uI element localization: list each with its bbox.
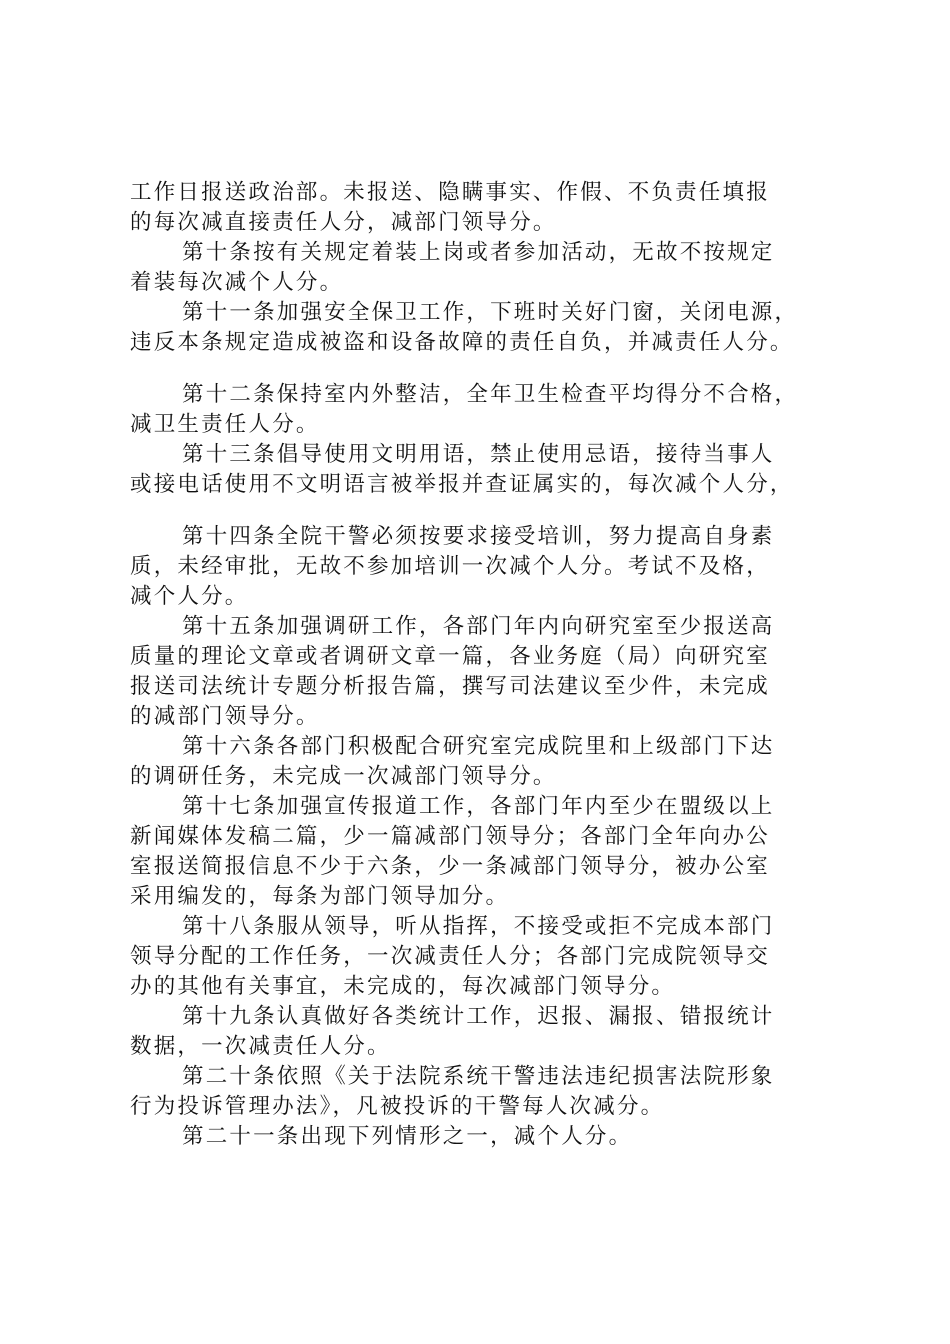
text-line: 的减部门领导分。 [130, 704, 320, 729]
article-14-line: 第十四条全院干警必须按要求接受培训，努力提高自身素 [182, 524, 775, 549]
article-16-line: 第十六条各部门积极配合研究室完成院里和上级部门下达 [182, 734, 775, 759]
text-line: 质，未经审批，无故不参加培训一次减个人分。考试不及格， [130, 554, 770, 579]
text-line: 的每次减直接责任人分，减部门领导分。 [130, 210, 557, 235]
article-10-line: 第十条按有关规定着装上岗或者参加活动，无故不按规定 [182, 240, 775, 265]
text-line: 办的其他有关事宜，未完成的，每次减部门领导分。 [130, 974, 676, 999]
text-line: 减卫生责任人分。 [130, 412, 320, 437]
article-17-line: 第十七条加强宣传报道工作，各部门年内至少在盟级以上 [182, 794, 775, 819]
paragraph-gap [130, 500, 850, 522]
text-line: 领导分配的工作任务，一次减责任人分；各部门完成院领导交 [130, 944, 770, 969]
text-line: 工作日报送政治部。未报送、隐瞒事实、作假、不负责任填报 [130, 180, 770, 205]
document-body [130, 178, 850, 1152]
text-line: 采用编发的，每条为部门领导加分。 [130, 884, 510, 909]
article-13-line: 第十三条倡导使用文明用语，禁止使用忌语，接待当事人 [182, 442, 775, 467]
article-19-line: 第十九条认真做好各类统计工作，迟报、漏报、错报统计 [182, 1004, 775, 1029]
article-11-line: 第十一条加强安全保卫工作，下班时关好门窗，关闭电源， [182, 300, 799, 325]
article-12-line: 第十二条保持室内外整洁，全年卫生检查平均得分不合格， [182, 382, 799, 407]
article-18-line: 第十八条服从领导，听从指挥，不接受或拒不完成本部门 [182, 914, 775, 939]
article-20-line: 第二十条依照《关于法院系统干警违法违纪损害法院形象 [182, 1064, 775, 1089]
text-line: 行为投诉管理办法》，凡被投诉的干警每人次减分。 [130, 1094, 665, 1119]
text-line: 质量的理论文章或者调研文章一篇，各业务庭（局）向研究室 [130, 644, 770, 669]
text-line: 报送司法统计专题分析报告篇，撰写司法建议至少件，未完成 [130, 674, 770, 699]
text-line: 室报送简报信息不少于六条，少一条减部门领导分，被办公室 [130, 854, 770, 879]
text-line: 的调研任务，未完成一次减部门领导分。 [130, 764, 557, 789]
text-line: 新闻媒体发稿二篇，少一篇减部门领导分；各部门全年向办公 [130, 824, 770, 849]
text-line: 违反本条规定造成被盗和设备故障的责任自负，并减责任人分。 [130, 330, 794, 355]
article-15-line: 第十五条加强调研工作，各部门年内向研究室至少报送高 [182, 614, 775, 639]
text-line: 减个人分。 [130, 584, 249, 609]
article-21-line: 第二十一条出现下列情形之一，减个人分。 [182, 1124, 633, 1149]
text-line: 着装每次减个人分。 [130, 270, 344, 295]
text-line: 或接电话使用不文明语言被举报并查证属实的，每次减个人分， [130, 472, 794, 497]
paragraph-gap [130, 358, 850, 380]
text-line: 数据，一次减责任人分。 [130, 1034, 391, 1059]
